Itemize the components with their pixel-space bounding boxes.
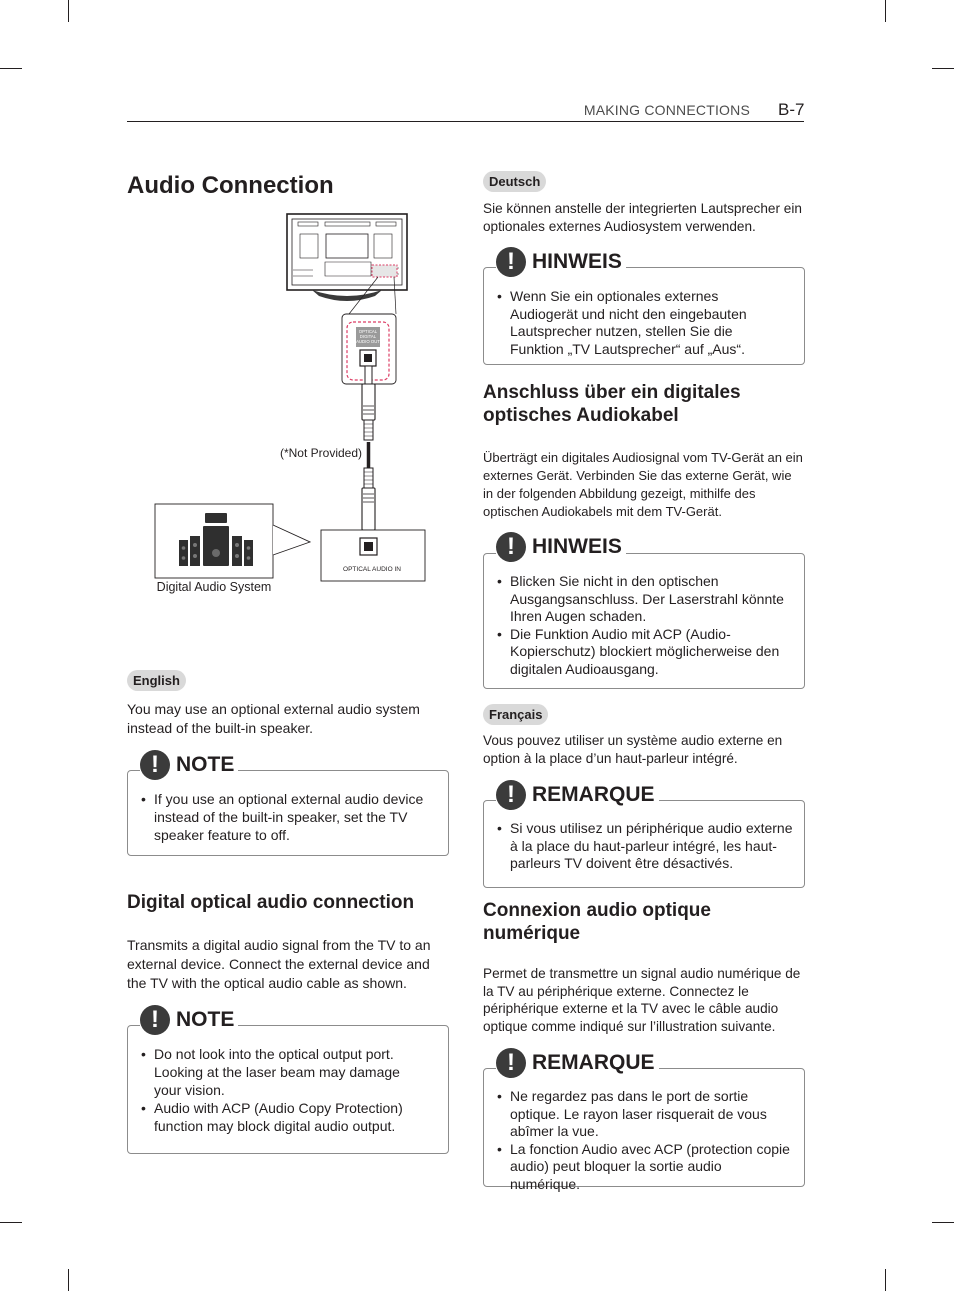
note-item: • Blicken Sie nicht in den optischen Ausgangsanschluss. Der Laserstrahl könnte Ihren Augen schaden. — [497, 573, 793, 626]
lang-badge-english: English — [127, 670, 186, 691]
note-item: • If you use an optional external audio device instead of the built-in speaker, set the TV speaker feature to off. — [141, 790, 436, 844]
device-caption: Digital Audio System — [156, 580, 272, 594]
note-item: • Die Funktion Audio mit ACP (Audio-Kopierschutz) blockiert möglicherweise den digitalen Audioausgang. — [497, 626, 793, 679]
note-list — [497, 573, 793, 678]
note-list — [497, 820, 797, 873]
francais-intro: Vous pouvez utiliser un système audio externe en option à la place d’un haut-parleur intégré. — [483, 733, 783, 766]
crop-mark — [0, 1222, 22, 1223]
crop-mark — [68, 1269, 69, 1291]
exclamation-icon: ! — [496, 1048, 526, 1078]
note-title: HINWEIS — [532, 535, 622, 558]
exclamation-icon: ! — [496, 780, 526, 810]
section-title-deutsch: Anschluss über ein digitales optisches Audiokabel — [483, 382, 741, 426]
note-item: • Ne regardez pas dans le port de sortie optique. Le rayon laser risquerait de vous abîmer la vue. — [497, 1088, 793, 1141]
section-title-english: Digital optical audio connection — [127, 892, 415, 913]
optical-audio-in-label: OPTICAL AUDIO IN — [343, 566, 401, 573]
note-heading — [140, 1005, 238, 1035]
english-section-body: Transmits a digital audio signal from the TV to an external device. Connect the external device and the TV with the optical audio cable as shown. — [127, 937, 431, 991]
exclamation-icon: ! — [140, 750, 170, 780]
section-title-francais: Connexion audio optique numérique — [483, 900, 711, 944]
tv-back-illustration — [287, 214, 407, 301]
exclamation-icon: ! — [140, 1005, 170, 1035]
note-heading — [140, 750, 238, 780]
section-header: MAKING CONNECTIONS — [583, 102, 750, 118]
crop-mark — [885, 0, 886, 22]
lang-badge-francais: Français — [483, 704, 548, 725]
deutsch-section-body: Überträgt ein digitales Audiosignal vom TV-Gerät an ein externes Gerät. Verbinden Sie das externe Gerät, wie in der folgenden Abbildung gezeigt, mithilfe des optischen Audiokabels mit dem TV-Gerät. — [483, 450, 803, 519]
header-rule — [127, 121, 804, 122]
note-title: NOTE — [176, 1008, 235, 1031]
crop-mark — [885, 1269, 886, 1291]
note-title: REMARQUE — [532, 783, 655, 806]
note-list — [141, 1045, 431, 1135]
crop-mark — [932, 68, 954, 69]
note-item: • Wenn Sie ein optionales externes Audiogerät und nicht den eingebauten Lautsprecher nutzen, stellen Sie die Funktion „TV Lautsprecher“ auf „Aus“. — [497, 288, 767, 358]
note-heading — [496, 247, 626, 277]
crop-mark — [932, 1222, 954, 1223]
note-item: • Audio with ACP (Audio Copy Protection) function may block digital audio output. — [141, 1099, 431, 1135]
note-list — [497, 288, 767, 358]
note-heading — [496, 780, 659, 810]
note-item: • Si vous utilisez un périphérique audio externe à la place du haut-parleur intégré, les haut-parleurs TV doivent être désactivés. — [497, 820, 797, 873]
note-title: HINWEIS — [532, 250, 622, 273]
note-title: REMARQUE — [532, 1051, 655, 1074]
not-provided-label: (*Not Provided) — [279, 446, 362, 460]
crop-mark — [68, 0, 69, 22]
connection-diagram — [150, 210, 450, 605]
page-number: B-7 — [778, 100, 805, 119]
note-heading — [496, 532, 626, 562]
note-heading — [496, 1048, 659, 1078]
note-list — [497, 1088, 793, 1193]
english-intro: You may use an optional external audio system instead of the built-in speaker. — [127, 701, 420, 736]
note-list — [141, 790, 436, 844]
svg-text:AUDIO OUT: AUDIO OUT — [356, 339, 380, 344]
page-title: Audio Connection — [127, 172, 334, 199]
crop-mark — [0, 68, 22, 69]
deutsch-intro: Sie können anstelle der integrierten Lautsprecher ein optionales externes Audiosystem verwenden. — [483, 201, 802, 234]
note-title: NOTE — [176, 753, 235, 776]
note-item: • Do not look into the optical output port. Looking at the laser beam may damage your vision. — [141, 1045, 431, 1099]
lang-badge-deutsch: Deutsch — [483, 171, 546, 192]
exclamation-icon: ! — [496, 532, 526, 562]
svg-text:DIGITAL: DIGITAL — [359, 334, 377, 339]
svg-text:OPTICAL: OPTICAL — [358, 329, 378, 334]
exclamation-icon: ! — [496, 247, 526, 277]
francais-section-body: Permet de transmettre un signal audio numérique de la TV au périphérique externe. Connectez le périphérique externe et la TV avec le câble audio optique comme indiqué sur l’illustration suivante. — [483, 966, 801, 1034]
note-item: • La fonction Audio avec ACP (protection copie audio) peut bloquer la sortie audio numérique. — [497, 1141, 793, 1194]
